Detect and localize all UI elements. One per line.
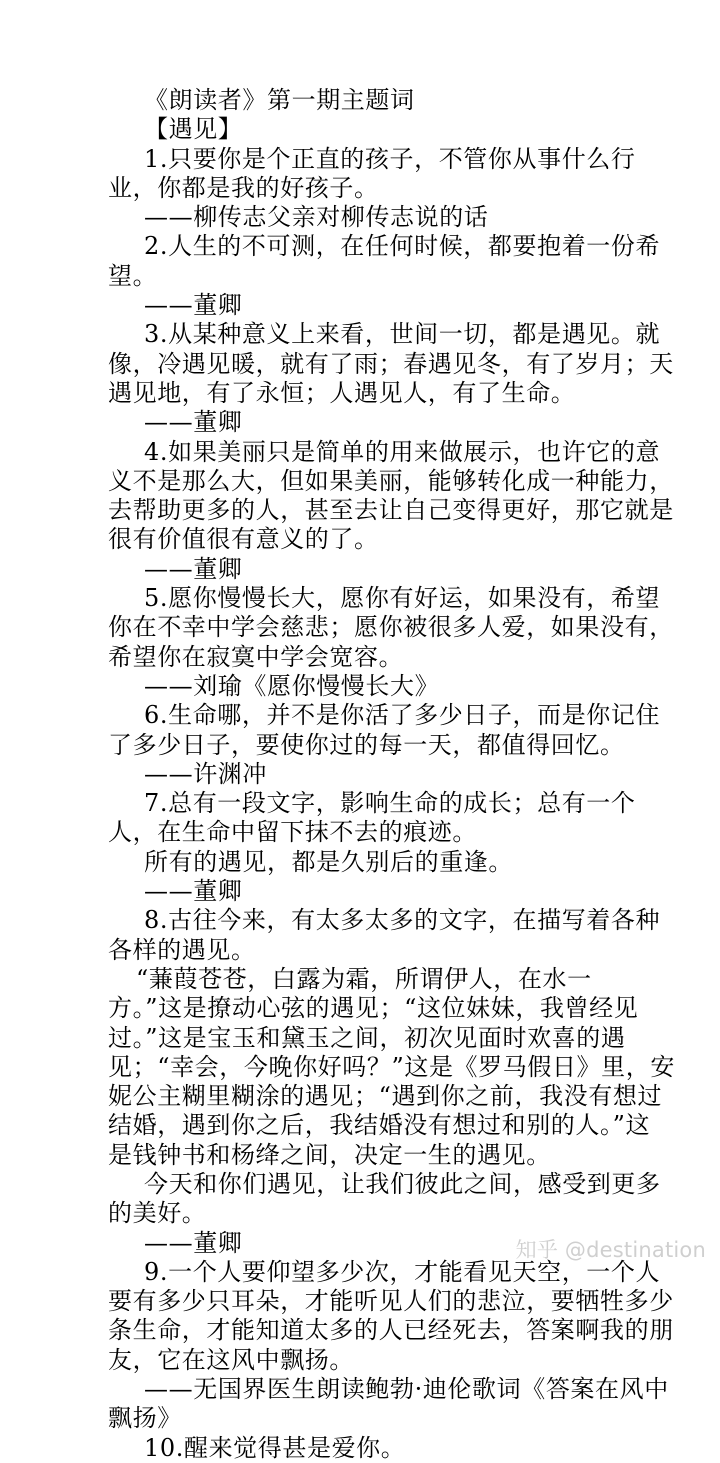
text-line: 【遇见】 [144,115,243,144]
text-line: 业，你都是我的好孩子。 [108,173,379,202]
zhihu-watermark: 知乎 @destination [515,1238,706,1262]
text-line: 遇见地，有了永恒；人遇见人，有了生命。 [108,378,576,407]
text-line: 过。”这是宝玉和黛玉之间，初次见面时欢喜的遇 [108,1023,626,1052]
text-line: 《朗读者》第一期主题词 [144,86,415,114]
text-line: 4.如果美丽只是简单的用来做展示，也许它的意 [144,437,661,466]
text-line: 3.从某种意义上来看，世间一切，都是遇见。就 [144,320,661,349]
text-line: 各样的遇见。 [108,935,256,964]
text-line: 结婚，遇到你之后，我结婚没有想过和别的人。”这 [108,1111,651,1140]
text-line: 7.总有一段文字，影响生命的成长；总有一个 [144,789,636,818]
text-line: ——董卿 [144,291,243,320]
text-line: 像，冷遇见暖，就有了雨；春遇见冬，有了岁月；天 [108,349,674,378]
text-line: 友，它在这风中飘扬。 [108,1345,354,1374]
text-line: ——董卿 [144,554,243,583]
text-line: 了多少日子，要使你过的每一天，都值得回忆。 [108,730,625,759]
text-line: ——无国界医生朗读鲍勃·迪伦歌词《答案在风中 [144,1375,669,1404]
text-line: 妮公主糊里糊涂的遇见；“遇到你之前，我没有想过 [108,1082,663,1111]
text-line: 2.人生的不可测，在任何时候，都要抱着一份希 [144,232,661,261]
text-line: 5.愿你慢慢长大，愿你有好运，如果没有，希望 [144,584,661,613]
text-line: 去帮助更多的人，甚至去让自己变得更好，那它就是 [108,496,674,525]
text-line: ——刘瑜《愿你慢慢长大》 [144,671,440,700]
text-line: ——柳传志父亲对柳传志说的话 [144,203,489,232]
text-line: 义不是那么大，但如果美丽，能够转化成一种能力， [108,466,674,495]
text-line: ——董卿 [144,1228,243,1257]
text-line: 方。”这是撩动心弦的遇见；“这位妹妹，我曾经见 [108,994,639,1023]
text-line: 1.只要你是个正直的孩子，不管你从事什么行 [144,144,636,173]
text-line: 很有价值很有意义的了。 [108,525,379,554]
text-line: 的美好。 [108,1199,207,1228]
text-line: ——许渊冲 [144,759,267,788]
text-line: “蒹葭苍苍，白露为霜，所谓伊人，在水一 [136,964,592,993]
text-line: ——董卿 [144,877,243,906]
text-line: 所有的遇见，都是久别后的重逢。 [144,847,513,876]
text-line: 见；“幸会，今晚你好吗？”这是《罗马假日》里，安 [108,1052,675,1081]
text-line: 要有多少只耳朵，才能听见人们的悲泣，要牺牲多少 [108,1287,674,1316]
text-line: 6.生命哪，并不是你活了多少日子，而是你记住 [144,701,661,730]
text-line: 希望你在寂寞中学会宽容。 [108,642,404,671]
text-line: 望。 [108,261,158,290]
text-line: 是钱钟书和杨绛之间，决定一生的遇见。 [108,1140,551,1169]
text-line: 飘扬》 [108,1404,182,1433]
text-line: 条生命，才能知道太多的人已经死去，答案啊我的朋 [108,1316,674,1345]
text-line: 你在不幸中学会慈悲；愿你被很多人爱，如果没有， [108,613,674,642]
text-line: 10.醒来觉得甚是爱你。 [144,1433,406,1462]
text-line: 9.一个人要仰望多少次，才能看见天空，一个人 [144,1257,661,1286]
text-line: 8.古往今来，有太多太多的文字，在描写着各种 [144,906,661,935]
text-line: 今天和你们遇见，让我们彼此之间，感受到更多 [144,1169,661,1198]
text-line: ——董卿 [144,408,243,437]
text-line: 人，在生命中留下抹不去的痕迹。 [108,818,477,847]
